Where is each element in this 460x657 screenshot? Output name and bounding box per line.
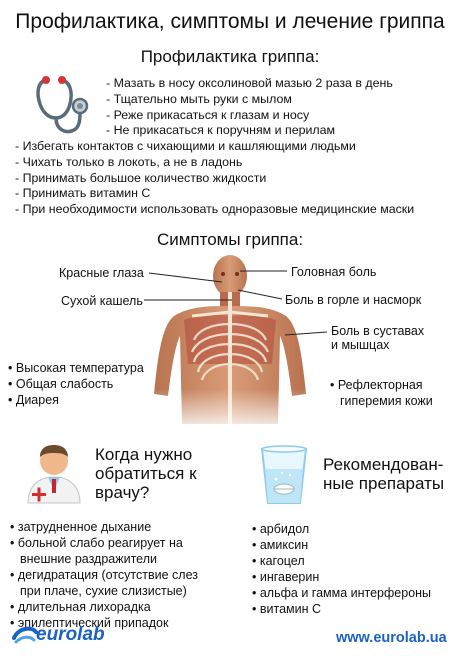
prevention-item: - Принимать витамин С [15,186,151,201]
list-item: при плаче, сухие слизистые) [20,584,187,598]
list-item: • арбидол [252,522,310,536]
drugs-list [252,521,431,617]
list-item: внешние раздражители [20,552,157,566]
doctor-list [10,519,198,631]
prevention-item: - Мазать в носу оксолиновой мазью 2 раза в день [106,76,393,90]
symptoms-heading: Симптомы гриппа: [156,230,304,249]
label-red-eyes: Красные глаза [59,266,144,280]
prevention-item: - Чихать только в локоть, а не в ладонь [15,154,243,169]
prevention-item: - Реже прикасаться к глазам и носу [106,107,310,122]
drugs-heading: Рекомендован- ные препараты [323,455,445,493]
list-item: • длительная лихорадка [10,600,151,614]
list-item: • Общая слабость [8,377,114,391]
prevention-item: - Не прикасаться к поручням и перилам [106,123,336,138]
prevention-item: - При необходимости использовать одноразовые медицинские маски [15,202,415,217]
eurolab-logo-icon [12,624,38,646]
glass-with-pill-icon [252,443,316,509]
label-headache: Головная боль [291,265,377,279]
doctor-heading: Когда нужно обратиться к врачу? [95,445,197,502]
label-reflex-hyperemia: • Рефлекторная гиперемия кожи [330,378,433,408]
prevention-item: - Избегать контактов с чихающими и кашляющими людьми [15,139,356,153]
doctor-icon [22,441,86,505]
list-item: • дегидратация (отсутствие слез [10,568,198,582]
list-item: • эпилептический припадок [10,616,169,630]
list-item: • затрудненное дыхание [10,520,152,534]
prevention-item: - Тщательно мыть руки с мылом [106,91,292,106]
label-dry-cough: Сухой кашель [61,294,143,308]
list-item: • больной слабо реагирует на [10,536,183,550]
list-item: • амиксин [252,538,309,552]
site-url-link[interactable]: www.eurolab.ua [336,630,447,646]
label-joint-pain: Боль в суставах и мышцах [331,324,425,352]
list-item: • кагоцел [252,554,305,568]
list-item: • ингаверин [252,570,320,584]
label-sore-throat: Боль в горле и насморк [285,293,422,307]
prevention-item: - Принимать большое количество жидкости [15,170,267,185]
list-item: • Диарея [8,393,59,407]
list-item: • альфа и гамма интерфероны [252,586,432,600]
list-item: • Высокая температура [8,361,144,375]
page-title: Профилактика, симптомы и лечение гриппа [15,10,445,33]
prevention-heading: Профилактика гриппа: [140,47,320,66]
brand-logo-text: eurolab [36,624,105,645]
list-item: • витамин С [252,602,321,616]
symptoms-left-list [8,360,144,408]
